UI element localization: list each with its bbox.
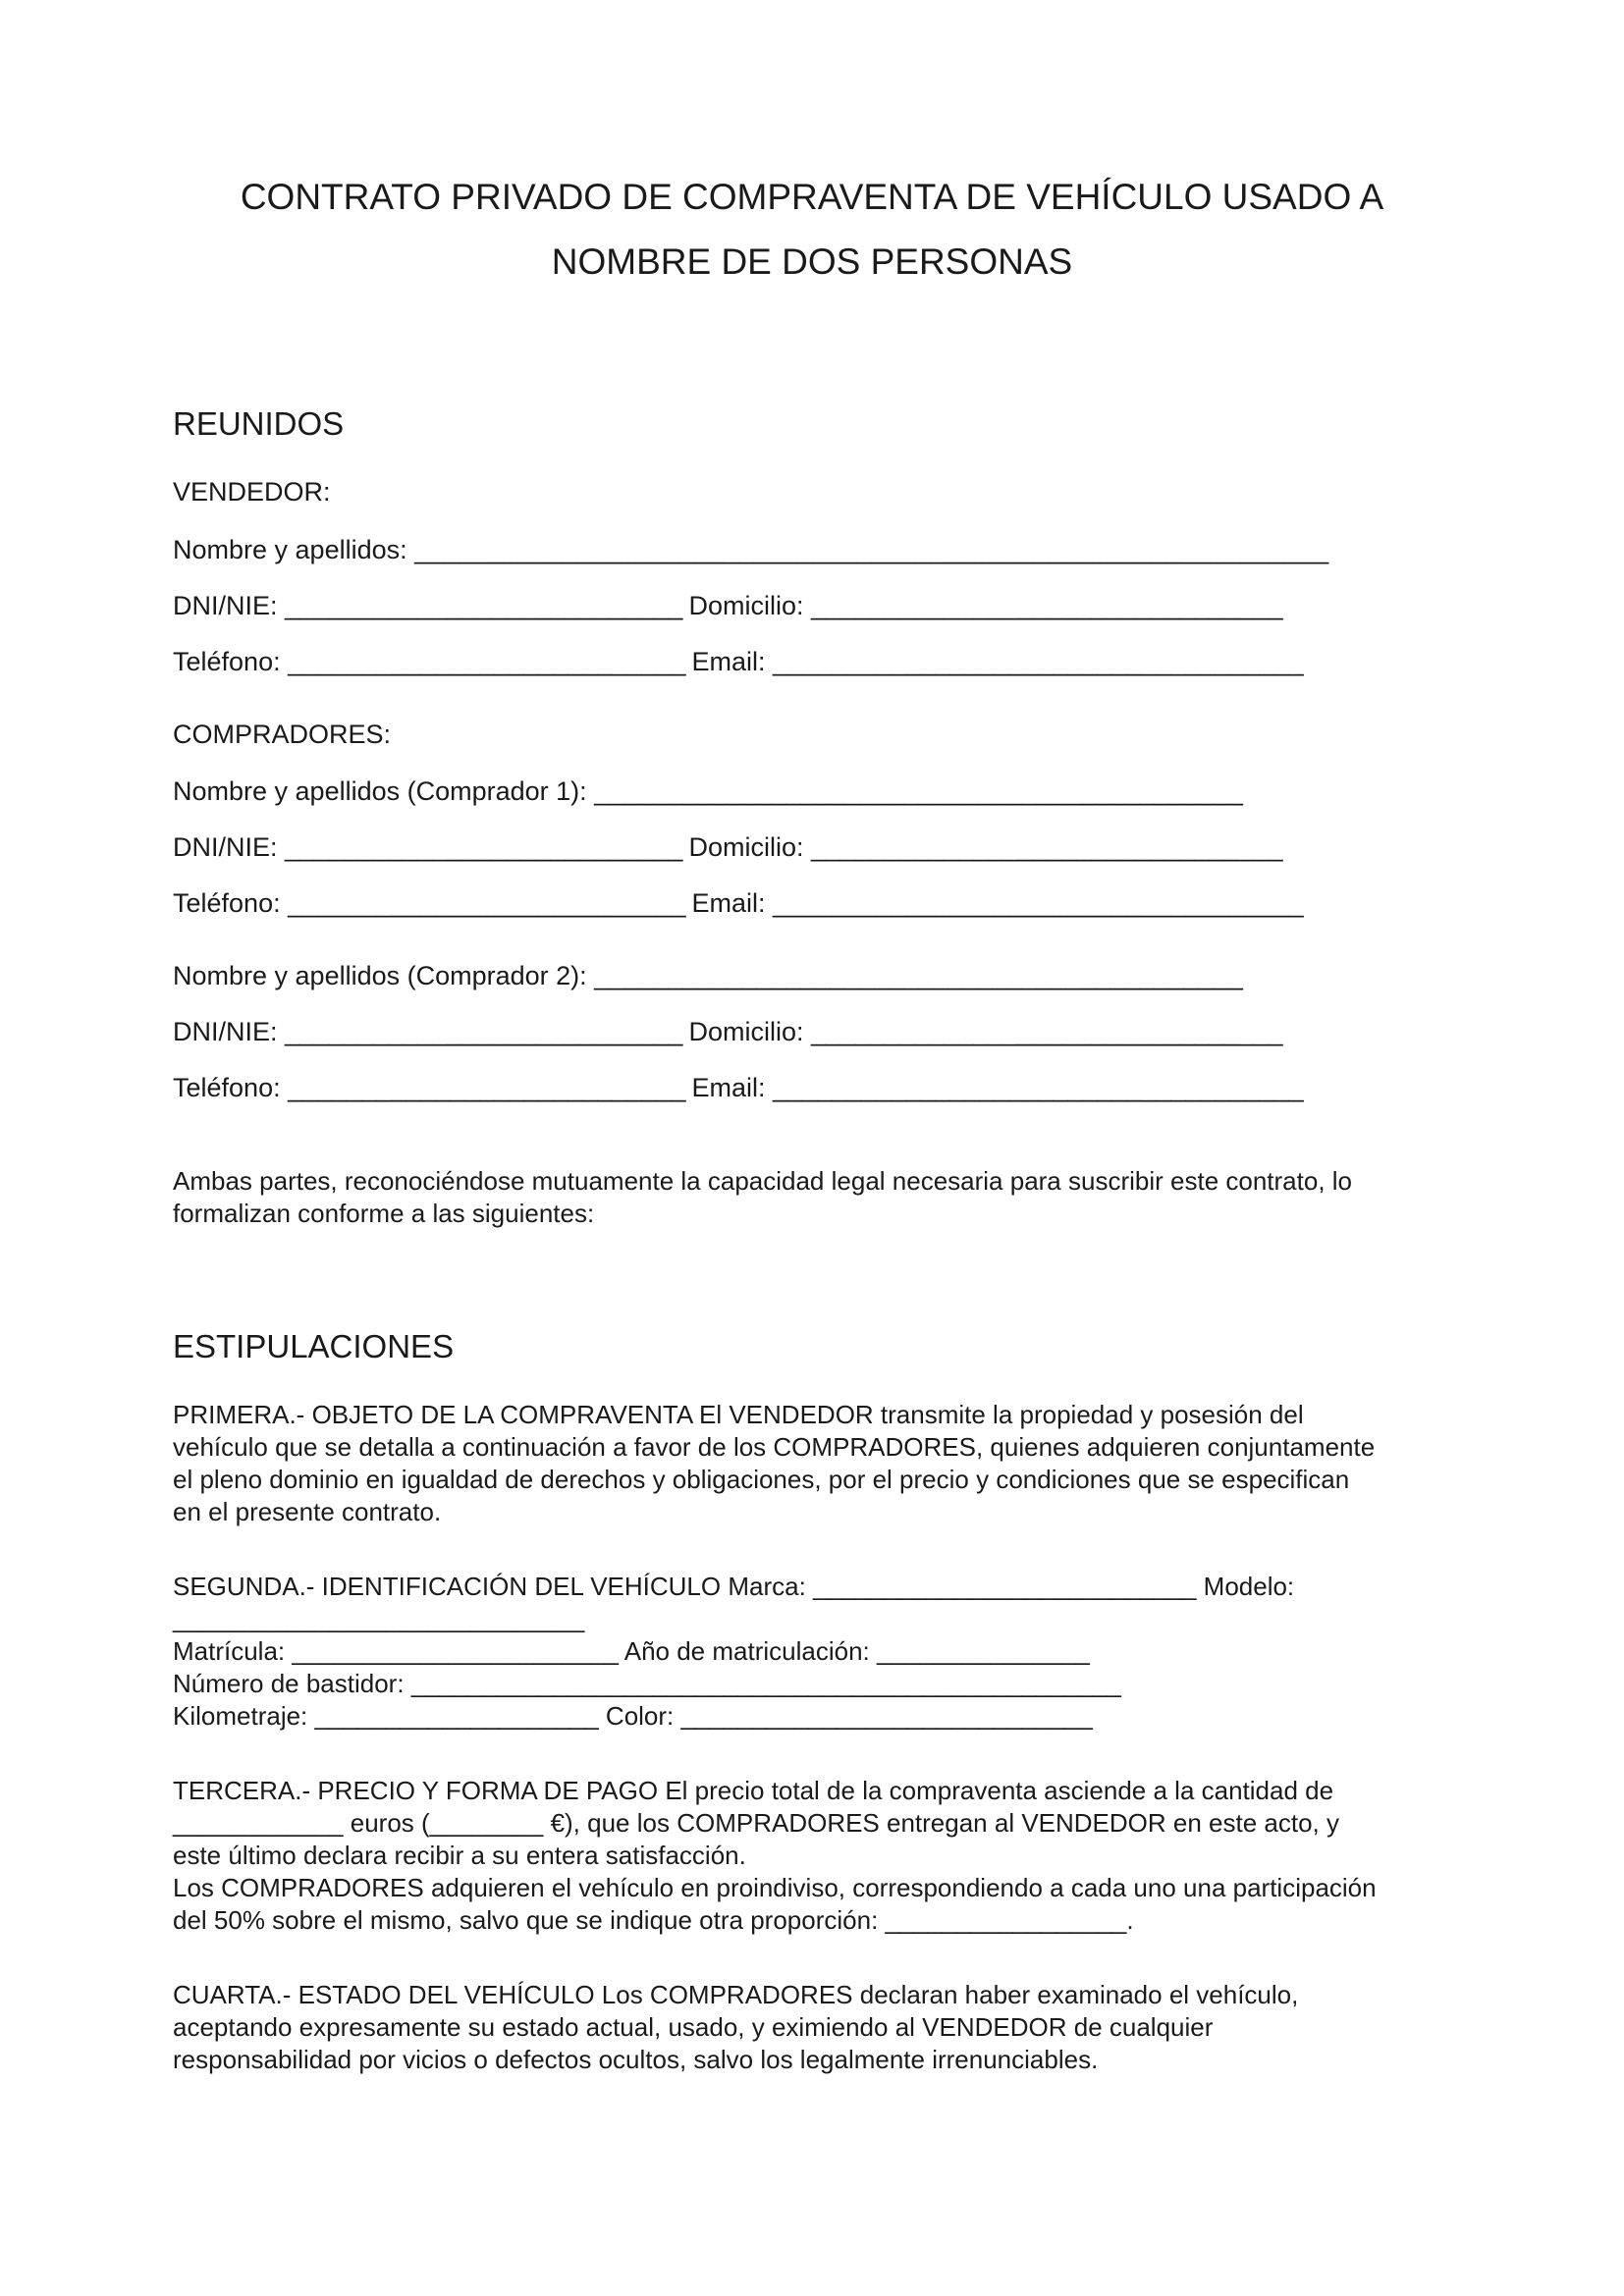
- paragraph-line: CUARTA.- ESTADO DEL VEHÍCULO Los COMPRADORES declaran haber examinado el vehículo,: [173, 1980, 1299, 2009]
- paragraph-line: aceptando expresamente su estado actual, usado, y eximiendo al VENDEDOR de cualquier: [173, 2012, 1214, 2042]
- vendedor-domicilio-field[interactable]: Domicilio: ________________________________: [688, 591, 1283, 620]
- compradores-label: COMPRADORES:: [173, 720, 392, 749]
- paragraph-line: Ambas partes, reconociéndose mutuamente la capacidad legal necesaria para suscribir este contrato, lo: [173, 1166, 1353, 1196]
- clause-cuarta: [173, 1979, 1479, 2076]
- vendedor-telefono-field[interactable]: Teléfono: ___________________________: [173, 647, 686, 676]
- comprador1-email-field[interactable]: Email: ____________________________________: [691, 888, 1304, 918]
- comprador2-dni-row: [173, 1015, 1283, 1048]
- clause-segunda: [173, 1571, 1479, 1733]
- paragraph-line: Matrícula: _______________________ Año de matriculación: _______________: [173, 1636, 1090, 1666]
- document-title: [147, 165, 1477, 294]
- vendedor-contact-row: [173, 645, 1304, 678]
- clause-primera: [173, 1399, 1479, 1528]
- comprador2-nombre-field[interactable]: Nombre y apellidos (Comprador 2): ____________________________________________: [173, 961, 1243, 990]
- paragraph-line: ____________ euros (________ €), que los COMPRADORES entregan al VENDEDOR en este acto, y: [173, 1808, 1340, 1838]
- paragraph-line: _____________________________: [173, 1604, 585, 1633]
- paragraph-line: Kilometraje: ____________________ Color: _____________________________: [173, 1701, 1093, 1731]
- paragraph-line: del 50% sobre el mismo, salvo que se indique otra proporción: _________________.: [173, 1905, 1134, 1935]
- comprador1-telefono-field[interactable]: Teléfono: ___________________________: [173, 888, 686, 918]
- section-heading-reunidos: REUNIDOS: [173, 405, 345, 442]
- paragraph-line: formalizan conforme a las siguientes:: [173, 1199, 595, 1228]
- comprador1-contact-row: [173, 886, 1304, 920]
- paragraph-line: el pleno dominio en igualdad de derechos y obligaciones, por el precio y condiciones que se especifican: [173, 1465, 1350, 1494]
- section-heading-estipulaciones: ESTIPULACIONES: [173, 1328, 455, 1364]
- paragraph-line: Los COMPRADORES adquieren el vehículo en proindiviso, correspondiendo a cada uno una participación: [173, 1873, 1377, 1902]
- clause-tercera: [173, 1775, 1479, 1937]
- ambas-partes-paragraph: [173, 1165, 1479, 1230]
- paragraph-line: PRIMERA.- OBJETO DE LA COMPRAVENTA El VENDEDOR transmite la propiedad y posesión del: [173, 1400, 1304, 1429]
- comprador2-email-field[interactable]: Email: ____________________________________: [691, 1073, 1304, 1102]
- vendedor-label: VENDEDOR:: [173, 477, 331, 507]
- comprador1-dni-row: [173, 830, 1283, 864]
- paragraph-line: TERCERA.- PRECIO Y FORMA DE PAGO El precio total de la compraventa asciende a la cantidad de: [173, 1776, 1334, 1805]
- paragraph-line: este último declara recibir a su entera satisfacción.: [173, 1841, 746, 1870]
- paragraph-line: Número de bastidor: __________________________________________________: [173, 1669, 1121, 1698]
- paragraph-line: en el presente contrato.: [173, 1497, 442, 1526]
- paragraph-line: vehículo que se detalla a continuación a favor de los COMPRADORES, quienes adquieren conjuntamente: [173, 1432, 1376, 1462]
- vendedor-dni-row: [173, 589, 1283, 622]
- vendedor-nombre-field[interactable]: Nombre y apellidos: ______________________________________________________________: [173, 535, 1329, 564]
- title-line-1: CONTRATO PRIVADO DE COMPRAVENTA DE VEHÍCULO USADO A: [240, 177, 1384, 217]
- comprador2-dni-field[interactable]: DNI/NIE: ___________________________: [173, 1017, 683, 1046]
- paragraph-line: SEGUNDA.- IDENTIFICACIÓN DEL VEHÍCULO Marca: ___________________________ Modelo:: [173, 1572, 1295, 1601]
- comprador1-nombre-field[interactable]: Nombre y apellidos (Comprador 1): ____________________________________________: [173, 776, 1243, 806]
- paragraph-line: responsabilidad por vicios o defectos ocultos, salvo los legalmente irrenunciables.: [173, 2045, 1099, 2074]
- comprador2-telefono-field[interactable]: Teléfono: ___________________________: [173, 1073, 686, 1102]
- comprador1-domicilio-field[interactable]: Domicilio: ________________________________: [688, 832, 1283, 862]
- comprador2-domicilio-field[interactable]: Domicilio: ________________________________: [688, 1017, 1283, 1046]
- comprador1-dni-field[interactable]: DNI/NIE: ___________________________: [173, 832, 683, 862]
- vendedor-email-field[interactable]: Email: ____________________________________: [691, 647, 1304, 676]
- title-line-2: NOMBRE DE DOS PERSONAS: [551, 241, 1073, 282]
- vendedor-dni-field[interactable]: DNI/NIE: ___________________________: [173, 591, 683, 620]
- comprador2-contact-row: [173, 1071, 1304, 1104]
